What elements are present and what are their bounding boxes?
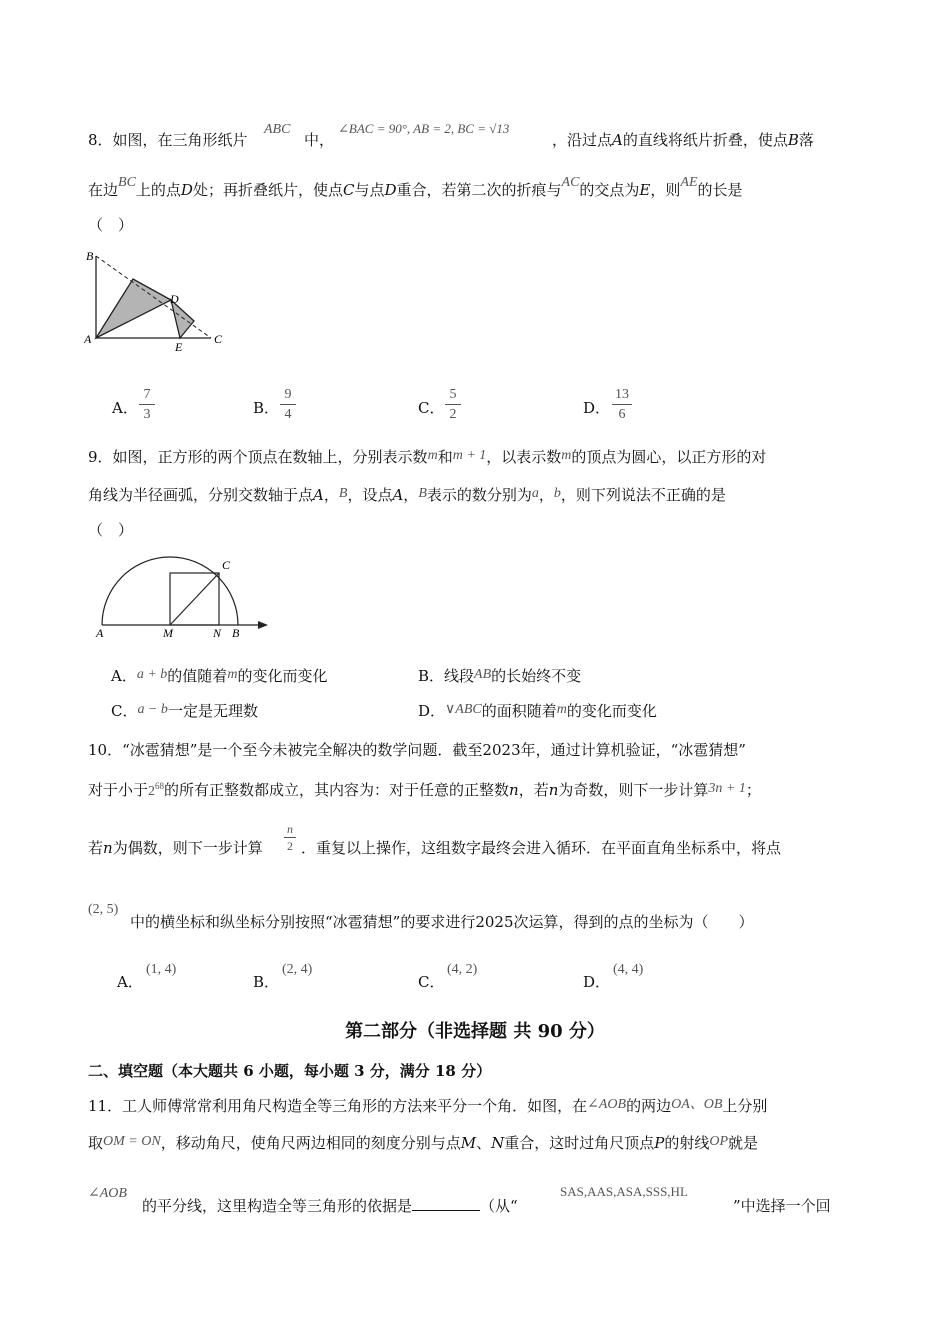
q9-label-b: B: [232, 626, 240, 640]
q10-option-c-label[interactable]: C．: [418, 973, 445, 991]
q11-choices: SAS,AAS,ASA,SSS,HL: [560, 1184, 688, 1199]
q10-point: (2, 5): [88, 902, 119, 917]
q8-label-c: C: [214, 332, 223, 346]
q10-option-c-value[interactable]: (4, 2): [447, 962, 478, 977]
q10-option-d-value[interactable]: (4, 4): [613, 962, 644, 977]
q9-line2: 角线为半径画弧，分别交数轴于点A，B，设点A，B表示的数分别为a，b，则下列说法不正确的是: [88, 486, 726, 504]
q8-option-b-label[interactable]: B．: [253, 399, 280, 417]
part2-title: 第二部分（非选择题 共 90 分）: [345, 1021, 605, 1042]
q10-line4: 中的横坐标和纵坐标分别按照“冰雹猜想”的要求进行2025次运算，得到的点的坐标为（ ）: [130, 913, 754, 931]
q8-label-e: E: [175, 340, 183, 354]
q10-number: 10．: [88, 741, 123, 759]
q10-line3-start: 若n为偶数，则下一步计算: [88, 839, 263, 857]
q9-axis-arrow: [258, 621, 268, 629]
q8-line1: 8．如图，在三角形纸片: [88, 131, 248, 149]
q9-label-n: N: [213, 626, 222, 640]
q8-abc: ABC: [264, 122, 291, 137]
q10-line3-rest: ．重复以上操作，这组数字最终会进入循环．在平面直角坐标系中，将点: [301, 839, 782, 857]
q10-option-a-label[interactable]: A．: [117, 973, 143, 991]
q10-fraction-n-over-2: n 2: [284, 822, 296, 853]
q9-option-a[interactable]: A．a + b的值随着m的变化而变化: [111, 667, 328, 685]
q11-line1: 11．工人师傅常常利用角尺构造全等三角形的方法来平分一个角．如图，在∠AOB的两边OA、OB上分别: [88, 1097, 768, 1115]
q9-label-m: M: [163, 626, 173, 640]
q11-answer-blank[interactable]: [412, 1196, 480, 1211]
q10-option-b-label[interactable]: B．: [253, 973, 280, 991]
q8-label-d: D: [170, 292, 179, 306]
q11-line2: 取OM = ON，移动角尺，使角尺两边相同的刻度分别与点M、N重合，这时过角尺顶点P的射线OP就是: [88, 1134, 759, 1152]
q8-option-c-value[interactable]: 5 2: [445, 386, 461, 423]
q8-line1-rest: ，沿过点A的直线将纸片折叠，使点B落: [552, 131, 814, 149]
q9-number: 9．: [88, 448, 113, 466]
q10-option-a-value[interactable]: (1, 4): [146, 962, 177, 977]
q10-option-d-label[interactable]: D．: [583, 973, 611, 991]
q8-line2: 在边BC上的点D处；再折叠纸片，使点C与点D重合，若第二次的折痕与AC的交点为E，则AE的长是: [88, 175, 743, 199]
q9-answer-paren: （ ）: [88, 521, 134, 539]
q8-figure: [84, 248, 234, 354]
q8-option-b-value[interactable]: 9 4: [280, 386, 296, 423]
q8-answer-paren: （ ）: [88, 216, 134, 234]
q11-line3-end: ”中选择一个回: [733, 1197, 831, 1215]
q8-option-d-label[interactable]: D．: [583, 399, 611, 417]
q9-line1: 9．如图，正方形的两个顶点在数轴上，分别表示数m和m + 1，以表示数m的顶点为圆心，以正方形的对: [88, 448, 767, 466]
q9-option-c[interactable]: C．a − b一定是无理数: [111, 702, 258, 720]
q9-figure: [86, 546, 276, 642]
section-fill-in-title: 二、填空题（本大题共 6 小题，每小题 3 分，满分 18 分）: [88, 1062, 492, 1080]
q10-line1: 10．“冰雹猜想”是一个至今未被完全解决的数学问题．截至2023年，通过计算机验证，“冰雹猜想”: [88, 741, 746, 759]
q8-condition: ∠BAC = 90°, AB = 2, BC = √13: [338, 121, 510, 136]
q8-label-a: A: [84, 332, 92, 346]
q8-option-a-value[interactable]: 7 3: [139, 386, 155, 423]
q9-label-c: C: [222, 558, 231, 572]
q11-angle-aob: ∠AOB: [88, 1186, 127, 1201]
q9-option-d[interactable]: D．∨ABC的面积随着m的变化而变化: [418, 702, 657, 720]
q11-line3: 的平分线，这里构造全等三角形的依据是 （从“: [142, 1197, 518, 1215]
q9-diagonal: [170, 573, 219, 625]
q9-option-b[interactable]: B．线段AB的长始终不变: [418, 667, 582, 685]
q8-number: 8．: [88, 131, 113, 149]
q10-line2: 对于小于$2^{68}$的所有正整数都成立，其内容为：对于任意的正整数n，若n为奇数，则下一步计算3n + 1；: [88, 781, 761, 799]
q11-number: 11．: [88, 1097, 123, 1115]
q9-label-a: A: [96, 626, 104, 640]
q8-option-d-value[interactable]: 13 6: [612, 386, 632, 423]
q10-option-b-value[interactable]: (2, 4): [282, 962, 313, 977]
q8-option-c-label[interactable]: C．: [418, 399, 445, 417]
q8-option-a-label[interactable]: A．: [112, 399, 138, 417]
q8-shaded-triangle-1: [96, 279, 171, 338]
q8-label-b: B: [86, 249, 94, 263]
